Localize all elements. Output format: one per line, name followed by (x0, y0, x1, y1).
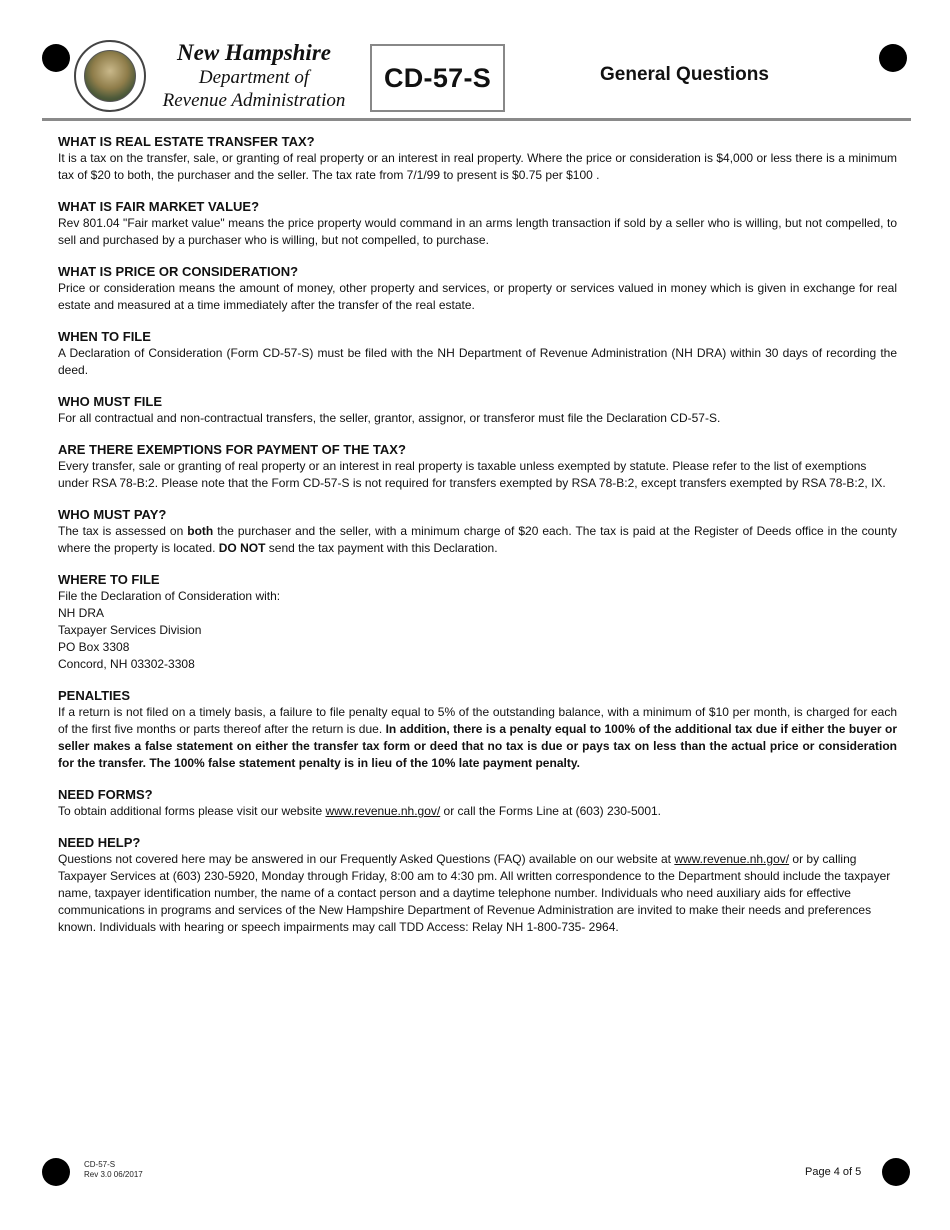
form-number-box (370, 44, 505, 112)
section-heading: ARE THERE EXEMPTIONS FOR PAYMENT OF THE TAX? (58, 442, 406, 457)
footer-form-id: CD-57-S Rev 3.0 06/2017 (84, 1160, 143, 1179)
section-need-help (58, 834, 897, 936)
document-body (58, 133, 897, 950)
section-heading: NEED FORMS? (58, 787, 153, 802)
website-link[interactable]: www.revenue.nh.gov/ (325, 804, 441, 818)
section-heading: WHAT IS PRICE OR CONSIDERATION? (58, 264, 299, 279)
address-line: NH DRA (58, 606, 105, 620)
section-where-to-file (58, 571, 897, 673)
agency-name: New Hampshire (177, 40, 331, 65)
address-line: Concord, NH 03302-3308 (58, 657, 195, 671)
registration-mark-bottom-left (42, 1158, 70, 1186)
page-number: Page 4 of 5 (805, 1166, 862, 1178)
section-body: The tax is assessed on both the purchaser and the seller, with a minimum charge of $20 each. The tax is paid at the Register of Deeds office in the county where the property is located. DO NOT send the tax payment with this Declaration. (58, 524, 897, 555)
section-heading: NEED HELP? (58, 835, 141, 850)
section-body: A Declaration of Consideration (Form CD-57-S) must be filed with the NH Department of Revenue Administration (NH DRA) within 30 days of recording the deed. (58, 346, 897, 377)
form-number: CD-57-S (383, 62, 492, 93)
section-who-must-pay (58, 506, 897, 557)
page-title: General Questions (600, 64, 769, 85)
section-penalties (58, 687, 897, 772)
address-line: File the Declaration of Consideration with: (58, 589, 281, 603)
website-link[interactable]: www.revenue.nh.gov/ (674, 852, 790, 866)
registration-mark-top-right (879, 44, 907, 72)
section-heading: WHO MUST PAY? (58, 507, 167, 522)
registration-mark-top-left (42, 44, 70, 72)
section-body: If a return is not filed on a timely basis, a failure to file penalty equal to 5% of the outstanding balance, with a minimum of $10 per month, is charged for each of the first five months or parts thereof after the return is due. In addition, there is a penalty equal to 100% of the additional tax due if either the buyer or seller makes a false statement on either the transfer tax form or deed that no tax is due or pays tax on less than the actual price or consideration for the transfer. The 100% false statement penalty is in lieu of the 10% late payment penalty. (58, 705, 898, 770)
section-body: Rev 801.04 "Fair market value" means the price property would command in an arms length transaction if sold by a seller who is willing, but not compelled, to sell and purchased by a purchaser who is willing, but not compelled, to purchase. (58, 216, 897, 247)
section-heading: WHAT IS REAL ESTATE TRANSFER TAX? (58, 134, 315, 149)
address-line: Taxpayer Services Division (58, 623, 202, 637)
section-price-consideration (58, 263, 897, 314)
section-fair-market-value (58, 198, 897, 249)
address-line: PO Box 3308 (58, 640, 130, 654)
header-divider (42, 118, 911, 121)
section-body: It is a tax on the transfer, sale, or granting of real property or an interest in real property. Where the price or consideration is $4,000 or less there is a minimum tax of $20 to both, the purchaser and the seller. The tax rate from 7/1/99 to present is $0.75 per $100 . (58, 151, 897, 182)
section-heading: WHAT IS FAIR MARKET VALUE? (58, 199, 260, 214)
section-body: To obtain additional forms please visit our website www.revenue.nh.gov/ or call the Forms Line at (603) 230-5001. (58, 804, 661, 818)
section-heading: WHERE TO FILE (58, 572, 160, 587)
section-body: Questions not covered here may be answered in our Frequently Asked Questions (FAQ) available on our website at www.revenue.nh.gov/ or by calling Taxpayer Services at (603) 230-5920, Monday through Friday, 8:00 am to 4:30 pm. All written correspondence to the Department should include the taxpayer name, taxpayer identification number, the name of a contact person and a daytime telephone number. Individuals who need auxiliary aids for effective communications in programs and services of the New Hampshire Department of Revenue Administration are invited to make their needs and preferences known. Individuals with hearing or speech impairments may call TDD Access: Relay NH 1-800-735- 2964. (58, 852, 891, 934)
section-need-forms (58, 786, 897, 820)
seal-center-image (84, 50, 136, 102)
section-body: Price or consideration means the amount of money, other property and services, or property or services valued in money which is given in exchange for real estate and measured at a time immediately after the transfer of the real estate. (58, 281, 897, 312)
agency-name-block (140, 40, 368, 112)
section-transfer-tax (58, 133, 897, 184)
agency-department: Department of (198, 67, 310, 88)
section-heading: WHO MUST FILE (58, 394, 162, 409)
registration-mark-bottom-right (882, 1158, 910, 1186)
section-when-to-file (58, 328, 897, 379)
section-heading: WHEN TO FILE (58, 329, 151, 344)
section-body: Every transfer, sale or granting of real property or an interest in real property is taxable unless exempted by statute. Please refer to the list of exemptions under RSA 78-B:2. Please note that the Form CD-57-S is not required for transfers exempted by RSA 78-B:2, except transfers exempted by RSA 78-B:2, IX. (58, 459, 886, 490)
section-exemptions (58, 441, 897, 492)
section-heading: PENALTIES (58, 688, 130, 703)
agency-division: Revenue Administration (162, 90, 346, 111)
section-who-must-file (58, 393, 897, 427)
section-body: For all contractual and non-contractual transfers, the seller, grantor, assignor, or transferor must file the Declaration CD-57-S. (58, 411, 721, 425)
state-seal-icon (74, 40, 146, 112)
